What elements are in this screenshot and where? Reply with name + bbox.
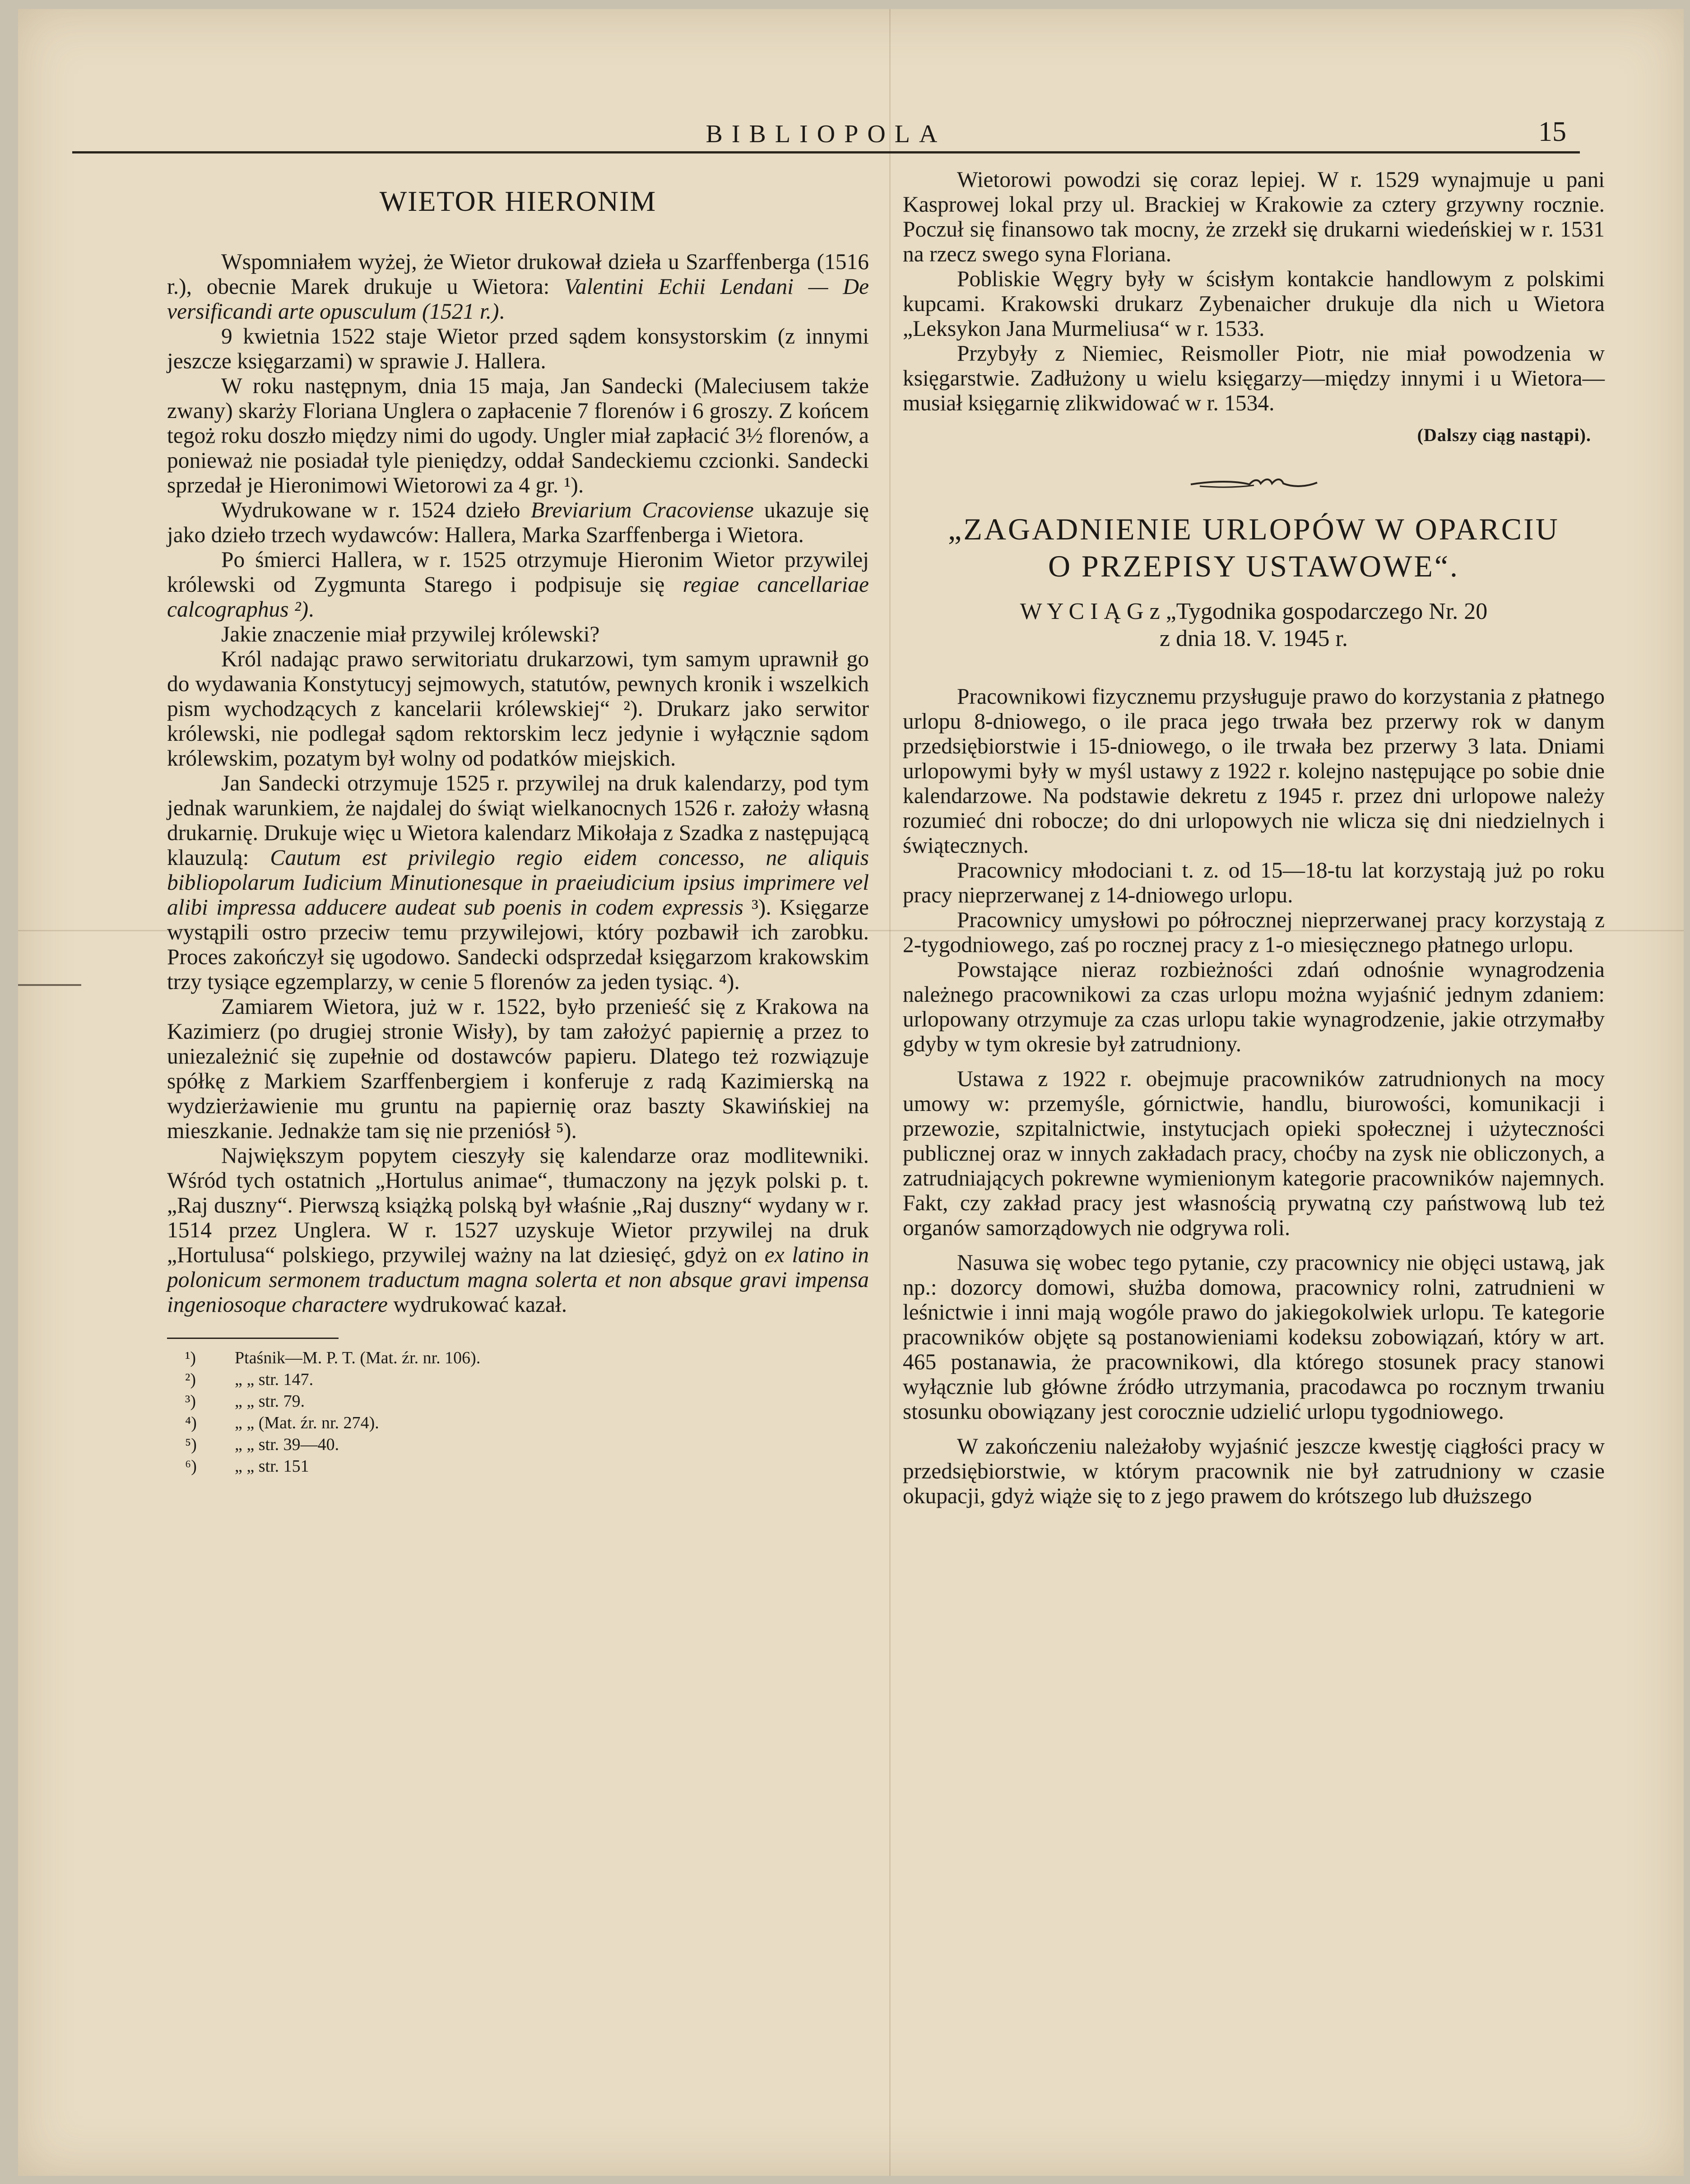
footnotes (167, 1347, 869, 1477)
paragraph: Jakie znaczenie miał przywilej królewski? (221, 622, 600, 646)
left-column (167, 167, 869, 1477)
paragraph: W zakończeniu należałoby wyjaśnić jeszcze kwestję ciągłości pracy w przedsiębiorstwie, w którym pracownik nie był zatrudniony w czasie okupacji, gdyż wiąże się to z jego prawem do krótszego lub dłuższego (903, 1434, 1605, 1508)
paragraph: Przybyły z Niemiec, Reismoller Piotr, nie miał powodzenia w księgarstwie. Zadłużony u wielu księgarzy—między innymi i u Wietora—musiał księgarnię zlikwidować w r. 1534. (903, 341, 1605, 415)
footnote: ⁶) „ „ str. 151 (185, 1457, 309, 1476)
footnotes-rule (167, 1338, 339, 1339)
paragraph: Król nadając prawo serwitoriatu drukarzowi, tym samym uprawnił go do wydawania Konstytucyj sejmowych, statutów, pewnych kronik i wszelkich pism wychodzących z kancelarii królewskiej“ ²). Drukarz jako serwitor królewski, nie podlegał sądom rektorskim lecz jedynie i wyłącznie sądom królewskim, pozatym był wolny od podatków miejskich. (167, 646, 869, 771)
paragraph: Ustawa z 1922 r. obejmuje pracowników zatrudnionych na mocy umowy w: przemyśle, górnictwie, handlu, biurowości, komunikacji i przewozie, szpitalnictwie, instytucjach opieki społecznej i użyteczności publicznej oraz w innych zakładach pracy, choćby na zysk nie obliczonych, a zatrudniających pokrewne wymienionym kategorie pracowników najemnych. Fakt, czy zakład pracy jest własnością prywatną czy państwową lub też organów samorządowych nie odgrywa roli. (903, 1066, 1605, 1240)
paragraph: Wydrukowane w r. 1524 dzieło Breviarium Cracoviense ukazuje się jako dzieło trzech wydawców: Hallera, Marka Szarffenberga i Wietora. (167, 497, 869, 547)
ornament-divider-icon (1186, 474, 1322, 493)
paragraph: Powstające nieraz rozbieżności zdań odnośnie wynagrodzenia należnego pracownikowi za czas urlopu można wyjaśnić jednym zdaniem: urlopowany otrzymuje za czas urlopu takie wynagrodzenie, jakie otrzymałby gdyby w tym okresie był zatrudniony. (903, 957, 1605, 1056)
paragraph: Pracownicy umysłowi po półrocznej nieprzerwanej pracy korzystają z 2-tygodniowego, zaś po rocznej pracy z 1-o miesięcznego płatnego urlopu. (903, 907, 1605, 957)
footnote: ⁵) „ „ str. 39—40. (185, 1435, 339, 1454)
paragraph: Wspomniałem wyżej, że Wietor drukował dzieła u Szarffenberga (1516 r.), obecnie Marek drukuje u Wietora: Valentini Echii Lendani — De versificandi arte opusculum (1521 r.). (167, 249, 869, 324)
article-title: WIETOR HIERONIM (379, 185, 657, 217)
right-column (903, 167, 1605, 1508)
footnote: ³) „ „ str. 79. (185, 1392, 305, 1411)
paragraph: Po śmierci Hallera, w r. 1525 otrzymuje Hieronim Wietor przywilej królewski od Zygmunta Starego i podpisuje się regiae cancellariae calcographus ²). (167, 547, 869, 622)
page-header (72, 116, 1580, 153)
footnote: ¹) Ptaśnik—M. P. T. (Mat. źr. nr. 106). (185, 1348, 481, 1367)
paragraph: W roku następnym, dnia 15 maja, Jan Sandecki (Maleciusem także zwany) skarży Floriana Unglera o zapłacenie 7 florenów i 6 groszy. Z końcem tegoż roku doszło między nimi do ugody. Ungler miał zapłacić 3½ florenów, a ponieważ nie posiadał tyle pieniędzy, oddał Sandeckiemu czcionki. Sandecki sprzedał je Hieronimowi Wietorowi za 4 gr. ¹). (167, 373, 869, 497)
newspaper-page (18, 9, 1684, 2176)
paragraph: 9 kwietnia 1522 staje Wietor przed sądem konsystorskim (z innymi jeszcze księgarzami) w sprawie J. Hallera. (167, 324, 869, 373)
to-be-continued-note: (Dalszy ciąg nastąpi). (1417, 425, 1591, 445)
paragraph: Pobliskie Węgry były w ścisłym kontakcie handlowym z polskimi kupcami. Krakowski drukarz Zybenaicher drukuje dla nich u Wietora „Leksykon Jana Murmeliusa“ w r. 1533. (903, 266, 1605, 341)
paragraph: Największym popytem cieszyły się kalendarze oraz modlitewniki. Wśród tych ostatnich „Hortulus animae“, tłumaczony na język polski p. t. „Raj duszny“. Pierwszą książką polską był właśnie „Raj duszny“ wydany w r. 1514 przez Unglera. W r. 1527 uzyskuje Wietor przywilej na druk „Hortulusa“ polskiego, przywilej ważny na lat dziesięć, gdyż on ex latino in polonicum sermonem traductum magna solerta et non absque gravi impensa ingeniosoque charactere wydrukować kazał. (167, 1143, 869, 1317)
footnote: ⁴) „ „ (Mat. źr. nr. 274). (185, 1413, 379, 1432)
running-title: BIBLIOPOLA (706, 120, 947, 148)
extract-source: W Y C I Ą G z „Tygodnika gospodarczego Nr. 20 z dnia 18. V. 1945 r. (1020, 599, 1488, 651)
paragraph: Pracownicy młodociani t. z. od 15—18-tu lat korzystają już po roku pracy nieprzerwanej z 14-dniowego urlopu. (903, 858, 1605, 907)
paragraph: Jan Sandecki otrzymuje 1525 r. przywilej na druk kalendarzy, pod tym jednak warunkiem, że najdalej do świąt wielkanocnych 1526 r. założy własną drukarnię. Drukuje więc u Wietora kalendarz Mikołaja z Szadka z następującą klauzulą: Cautum est privilegio regio eidem concesso, ne aliquis bibliopolarum Iudicium Minutionesque in praeiudicium ipsius imprimere vel alibi impressa adducere audeat sub poenis in codem expressis ³). Księgarze wystąpili ostro przeciw temu przywilejowi, który pozbawił ich zarobku. Proces zakończył się ugodowo. Sandecki odsprzedał księgarzom krakowskim trzy tysiące egzemplarzy, w cenie 5 florenów za jeden tysiąc. ⁴). (167, 771, 869, 994)
paper-fold-vertical (889, 9, 891, 2176)
paragraph: Pracownikowi fizycznemu przysługuje prawo do korzystania z płatnego urlopu 8-dniowego, o ile praca jego trwała bez przerwy rok w danym przedsiębiorstwie i 15-dniowego, o ile trwała bez przerwy 3 lata. Dniami urlopowymi były w myśl ustawy z 1922 r. kolejno następujące po sobie dnie kalendarzowe. Na podstawie dekretu z 1945 r. przez dni urlopowe należy rozumieć dni robocze; do dni urlopowych nie wlicza się dni niedzielnych i świątecznych. (903, 684, 1605, 858)
footnote: ²) „ „ str. 147. (185, 1370, 314, 1389)
article-title: „ZAGADNIENIE URLOPÓW W OPARCIU O PRZEPISY USTAWOWE“. (948, 512, 1560, 583)
page-number: 15 (1538, 116, 1566, 147)
paragraph: Zamiarem Wietora, już w r. 1522, było przenieść się z Krakowa na Kazimierz (po drugiej stronie Wisły), by tam założyć papiernię a przez to uniezależnić się zupełnie od dostawców papieru. Dlatego też rozwiązuje spółkę z Markiem Szarffenbergiem i konferuje z radą Kazimierską na wydzierżawienie mu gruntu na papiernię oraz baszty Skawińskiej na mieszkanie. Jednakże tam się nie przeniósł ⁵). (167, 994, 869, 1143)
paragraph: Wietorowi powodzi się coraz lepiej. W r. 1529 wynajmuje u pani Kasprowej lokal przy ul. Brackiej w Krakowie za cztery grzywny rocznie. Poczuł się finansowo tak mocny, że zrzekł się drukarni wiedeńskiej w r. 1531 na rzecz swego syna Floriana. (903, 167, 1605, 266)
margin-mark (18, 984, 81, 986)
paragraph: Nasuwa się wobec tego pytanie, czy pracownicy nie objęci ustawą, jak np.: dozorcy domowi, służba domowa, pracownicy rolni, zatrudnieni w leśnictwie i inni mają wogóle prawo do jakiegokolwiek urlopu. Te kategorie pracowników objęte są postanowieniami kodeksu zobowiązań, który w art. 465 postanawia, że pracownikowi, dla którego stosunek pracy stanowi wyłącznie lub główne źródło utrzymania, pracodawca po rocznym trwaniu stosunku obowiązany jest corocznie udzielić urlopu tygodniowego. (903, 1250, 1605, 1424)
